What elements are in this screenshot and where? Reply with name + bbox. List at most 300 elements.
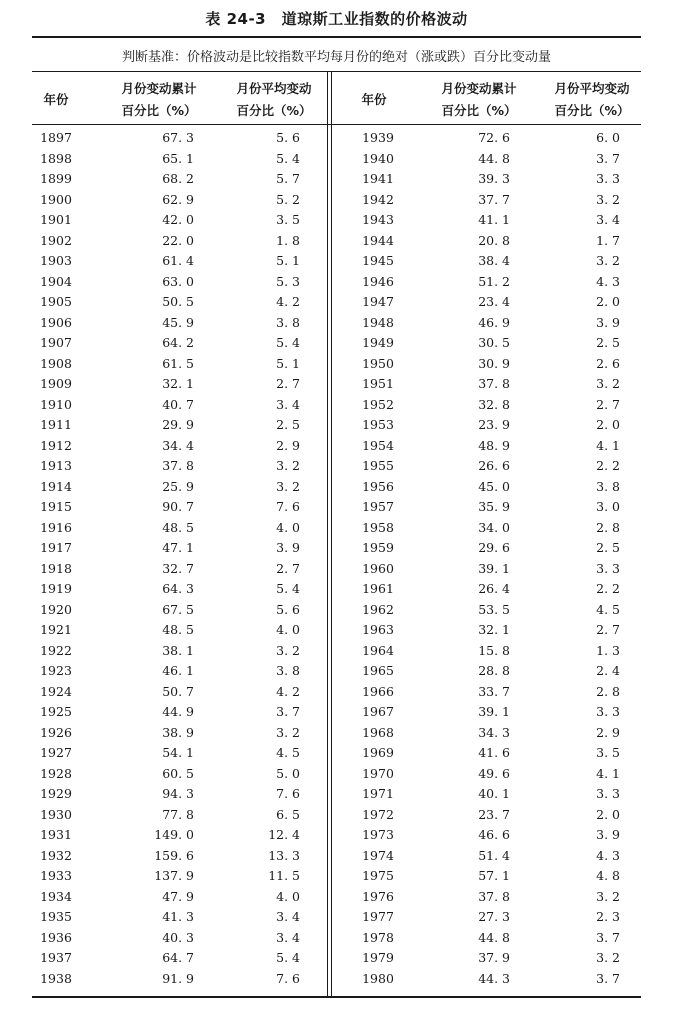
cumulative-right-cell: 51. 4 [478,847,510,863]
header-average-right-line2: 百分比（%） [554,103,630,118]
cumulative-right-cell: 72. 6 [478,130,510,145]
average-right-cell: 3. 0 [596,499,620,514]
cumulative-right-cell: 44. 8 [478,150,510,166]
year-left-cell: 1936 [40,929,72,945]
average-right-cell: 3. 2 [596,950,620,965]
year-right-cell: 1979 [362,950,394,965]
average-left-cell: 3. 2 [276,724,300,740]
average-right-cell: 2. 7 [596,396,620,412]
table-row [32,948,641,969]
year-left-cell: 1913 [40,458,72,473]
cumulative-right-cell: 20. 8 [478,232,510,248]
average-right-cell: 4. 5 [596,601,620,617]
average-right-cell: 3. 8 [596,478,620,494]
cumulative-left-cell: 50. 7 [162,683,194,699]
table-row [32,169,641,190]
average-left-cell: 1. 8 [276,232,300,248]
average-right-cell: 2. 0 [596,417,620,432]
year-right-cell: 1964 [362,642,394,658]
average-left-cell: 7. 6 [276,970,300,986]
average-left-cell: 3. 2 [276,478,300,494]
header-cumulative-left-line2: 百分比（%） [121,103,197,118]
cumulative-left-cell: 45. 9 [162,314,194,330]
cumulative-right-cell: 53. 5 [478,601,510,617]
average-left-cell: 2. 7 [276,376,300,391]
table-row [32,866,641,887]
table-row [32,313,641,334]
header-cumulative-right-line2: 百分比（%） [441,103,517,118]
average-right-cell: 2. 7 [596,622,620,637]
table-row [32,805,641,826]
cumulative-right-cell: 32. 8 [478,396,510,412]
header-top-rule [32,71,641,72]
average-left-cell: 5. 4 [276,335,300,350]
cumulative-left-cell: 47. 1 [162,540,194,555]
cumulative-left-cell: 94. 3 [162,786,194,801]
average-right-cell: 1. 3 [596,642,620,658]
average-left-cell: 4. 0 [276,519,300,535]
average-left-cell: 4. 2 [276,294,300,309]
year-left-cell: 1897 [40,130,72,145]
cumulative-left-cell: 38. 1 [162,642,194,658]
cumulative-right-cell: 41. 6 [478,745,510,760]
header-average-left-line1: 月份平均变动 [236,81,312,96]
cumulative-left-cell: 29. 9 [162,417,194,432]
average-right-cell: 3. 7 [596,929,620,945]
average-left-cell: 3. 7 [276,704,300,719]
year-left-cell: 1932 [40,847,72,863]
year-left-cell: 1921 [40,622,72,637]
table-title: 表 24-3 道琼斯工业指数的价格波动 [205,10,468,28]
cumulative-right-cell: 23. 4 [478,294,510,309]
year-right-cell: 1973 [362,827,394,842]
year-right-cell: 1949 [362,335,394,350]
cumulative-right-cell: 44. 3 [478,970,510,986]
average-left-cell: 6. 5 [276,806,300,822]
cumulative-left-cell: 44. 9 [162,704,194,719]
year-right-cell: 1963 [362,622,394,637]
cumulative-left-cell: 62. 9 [162,191,194,207]
cumulative-right-cell: 26. 4 [478,581,510,596]
year-right-cell: 1946 [362,273,394,289]
year-right-cell: 1941 [362,171,394,186]
cumulative-left-cell: 50. 5 [162,294,194,309]
cumulative-left-cell: 149. 0 [154,827,194,842]
table-row [32,415,641,436]
year-right-cell: 1970 [362,765,394,781]
table-row [32,436,641,457]
average-right-cell: 3. 3 [596,704,620,719]
year-left-cell: 1935 [40,909,72,924]
year-right-cell: 1942 [362,191,394,207]
average-right-cell: 2. 2 [596,458,620,473]
year-left-cell: 1902 [40,232,72,248]
average-left-cell: 5. 7 [276,171,300,186]
average-left-cell: 3. 5 [276,212,300,227]
average-right-cell: 4. 3 [596,847,620,863]
cumulative-right-cell: 33. 7 [478,683,510,699]
table-row [32,620,641,641]
table-row [32,272,641,293]
cumulative-left-cell: 25. 9 [162,478,194,494]
average-right-cell: 6. 0 [596,130,620,145]
table-row [32,559,641,580]
cumulative-right-cell: 45. 0 [478,478,510,494]
cumulative-left-cell: 48. 5 [162,622,194,637]
average-left-cell: 4. 2 [276,683,300,699]
table-row [32,764,641,785]
table-row [32,579,641,600]
cumulative-right-cell: 37. 8 [478,888,510,904]
cumulative-left-cell: 63. 0 [162,273,194,289]
cumulative-right-cell: 30. 9 [478,355,510,371]
year-left-cell: 1927 [40,745,72,760]
cumulative-left-cell: 159. 6 [154,847,194,863]
year-right-cell: 1962 [362,601,394,617]
average-left-cell: 3. 9 [276,540,300,555]
year-left-cell: 1934 [40,888,72,904]
year-left-cell: 1900 [40,191,72,207]
year-left-cell: 1904 [40,273,72,289]
average-right-cell: 3. 9 [596,314,620,330]
cumulative-left-cell: 32. 1 [162,376,194,391]
cumulative-right-cell: 49. 6 [478,765,510,781]
year-right-cell: 1961 [362,581,394,596]
cumulative-left-cell: 38. 9 [162,724,194,740]
year-left-cell: 1923 [40,663,72,678]
year-left-cell: 1919 [40,581,72,596]
average-right-cell: 2. 2 [596,581,620,596]
average-left-cell: 7. 6 [276,786,300,801]
top-rule [32,36,641,38]
cumulative-right-cell: 29. 6 [478,540,510,555]
average-right-cell: 2. 5 [596,540,620,555]
year-right-cell: 1965 [362,663,394,678]
header-average-right [540,78,644,122]
year-right-cell: 1953 [362,417,394,432]
cumulative-left-cell: 40. 3 [162,929,194,945]
cumulative-right-cell: 23. 7 [478,806,510,822]
average-left-cell: 5. 3 [276,273,300,289]
cumulative-left-cell: 41. 3 [162,909,194,924]
cumulative-left-cell: 91. 9 [162,970,194,986]
average-right-cell: 2. 9 [596,724,620,740]
year-left-cell: 1930 [40,806,72,822]
year-left-cell: 1915 [40,499,72,514]
year-left-cell: 1929 [40,786,72,801]
cumulative-right-cell: 26. 6 [478,458,510,473]
cumulative-right-cell: 39. 1 [478,560,510,576]
average-left-cell: 3. 2 [276,458,300,473]
year-left-cell: 1901 [40,212,72,227]
year-left-cell: 1933 [40,868,72,883]
year-right-cell: 1958 [362,519,394,535]
table-row [32,333,641,354]
average-right-cell: 2. 8 [596,519,620,535]
average-right-cell: 3. 5 [596,745,620,760]
year-right-cell: 1959 [362,540,394,555]
year-right-cell: 1940 [362,150,394,166]
average-right-cell: 3. 7 [596,150,620,166]
cumulative-right-cell: 15. 8 [478,642,510,658]
average-right-cell: 2. 0 [596,294,620,309]
average-left-cell: 3. 8 [276,314,300,330]
year-right-cell: 1960 [362,560,394,576]
table-row [32,661,641,682]
cumulative-left-cell: 77. 8 [162,806,194,822]
cumulative-right-cell: 46. 6 [478,827,510,842]
average-left-cell: 4. 0 [276,622,300,637]
table-row [32,292,641,313]
table-row [32,231,641,252]
average-left-cell: 3. 4 [276,396,300,412]
year-left-cell: 1912 [40,437,72,453]
year-right-cell: 1943 [362,212,394,227]
year-left-cell: 1906 [40,314,72,330]
year-right-cell: 1952 [362,396,394,412]
table-body [32,128,641,989]
year-left-cell: 1918 [40,560,72,576]
year-right-cell: 1939 [362,130,394,145]
year-left-cell: 1898 [40,150,72,166]
average-right-cell: 3. 4 [596,212,620,227]
cumulative-left-cell: 47. 9 [162,888,194,904]
cumulative-right-cell: 37. 8 [478,376,510,391]
cumulative-right-cell: 28. 8 [478,663,510,678]
cumulative-right-cell: 34. 3 [478,724,510,740]
bottom-rule [32,996,641,998]
table-row [32,190,641,211]
cumulative-left-cell: 64. 7 [162,950,194,965]
cumulative-right-cell: 35. 9 [478,499,510,514]
year-right-cell: 1944 [362,232,394,248]
header-cumulative-right [414,78,544,122]
cumulative-right-cell: 32. 1 [478,622,510,637]
average-right-cell: 2. 4 [596,663,620,678]
cumulative-right-cell: 37. 7 [478,191,510,207]
cumulative-left-cell: 61. 5 [162,355,194,371]
cumulative-left-cell: 67. 3 [162,130,194,145]
cumulative-right-cell: 51. 2 [478,273,510,289]
year-left-cell: 1903 [40,253,72,268]
cumulative-left-cell: 34. 4 [162,437,194,453]
cumulative-right-cell: 57. 1 [478,868,510,883]
year-right-cell: 1948 [362,314,394,330]
cumulative-left-cell: 54. 1 [162,745,194,760]
cumulative-right-cell: 38. 4 [478,253,510,268]
year-left-cell: 1924 [40,683,72,699]
average-right-cell: 3. 2 [596,376,620,391]
year-right-cell: 1976 [362,888,394,904]
year-right-cell: 1978 [362,929,394,945]
average-left-cell: 4. 0 [276,888,300,904]
average-right-cell: 1. 7 [596,232,620,248]
average-right-cell: 4. 1 [596,765,620,781]
table-header-row [32,78,641,122]
year-left-cell: 1925 [40,704,72,719]
cumulative-left-cell: 64. 2 [162,335,194,350]
average-left-cell: 5. 0 [276,765,300,781]
average-right-cell: 4. 3 [596,273,620,289]
table-row [32,641,641,662]
average-left-cell: 5. 4 [276,150,300,166]
table-row [32,743,641,764]
table-row [32,538,641,559]
cumulative-left-cell: 48. 5 [162,519,194,535]
cumulative-left-cell: 137. 9 [154,868,194,883]
average-left-cell: 12. 4 [268,827,300,842]
average-right-cell: 3. 2 [596,253,620,268]
table-row [32,354,641,375]
average-right-cell: 2. 8 [596,683,620,699]
header-year-left [32,78,80,122]
header-bottom-rule [32,124,641,125]
cumulative-right-cell: 40. 1 [478,786,510,801]
header-year-right-label: 年份 [361,92,387,107]
header-cumulative-left-line1: 月份变动累计 [121,81,197,96]
cumulative-left-cell: 68. 2 [162,171,194,186]
table-row [32,723,641,744]
table-row [32,682,641,703]
table-row [32,477,641,498]
average-left-cell: 2. 7 [276,560,300,576]
average-right-cell: 3. 3 [596,560,620,576]
year-right-cell: 1967 [362,704,394,719]
table-row [32,395,641,416]
average-left-cell: 4. 5 [276,745,300,760]
year-right-cell: 1966 [362,683,394,699]
year-left-cell: 1937 [40,950,72,965]
cumulative-left-cell: 22. 0 [162,232,194,248]
cumulative-right-cell: 39. 3 [478,171,510,186]
year-right-cell: 1972 [362,806,394,822]
cumulative-left-cell: 60. 5 [162,765,194,781]
year-right-cell: 1968 [362,724,394,740]
average-left-cell: 3. 4 [276,929,300,945]
year-right-cell: 1969 [362,745,394,760]
year-right-cell: 1954 [362,437,394,453]
year-right-cell: 1977 [362,909,394,924]
cumulative-left-cell: 46. 1 [162,663,194,678]
cumulative-right-cell: 23. 9 [478,417,510,432]
table-row [32,928,641,949]
table-row [32,784,641,805]
table-row [32,210,641,231]
table-row [32,518,641,539]
year-left-cell: 1917 [40,540,72,555]
header-year-left-label: 年份 [43,92,69,107]
average-left-cell: 2. 5 [276,417,300,432]
table-row [32,907,641,928]
cumulative-right-cell: 46. 9 [478,314,510,330]
average-left-cell: 11. 5 [268,868,300,883]
average-right-cell: 3. 2 [596,888,620,904]
header-cumulative-right-line1: 月份变动累计 [441,81,517,96]
year-right-cell: 1980 [362,970,394,986]
average-left-cell: 13. 3 [268,847,300,863]
average-right-cell: 2. 3 [596,909,620,924]
cumulative-right-cell: 34. 0 [478,519,510,535]
cumulative-right-cell: 44. 8 [478,929,510,945]
average-left-cell: 5. 6 [276,601,300,617]
table-row [32,702,641,723]
cumulative-left-cell: 32. 7 [162,560,194,576]
table-row [32,497,641,518]
year-right-cell: 1955 [362,458,394,473]
average-left-cell: 3. 2 [276,642,300,658]
average-left-cell: 3. 4 [276,909,300,924]
year-right-cell: 1971 [362,786,394,801]
cumulative-left-cell: 67. 5 [162,601,194,617]
year-left-cell: 1938 [40,970,72,986]
year-left-cell: 1907 [40,335,72,350]
year-right-cell: 1945 [362,253,394,268]
average-left-cell: 5. 1 [276,355,300,371]
table-row [32,374,641,395]
average-right-cell: 4. 1 [596,437,620,453]
year-left-cell: 1928 [40,765,72,781]
year-right-cell: 1947 [362,294,394,309]
average-left-cell: 5. 4 [276,581,300,596]
average-left-cell: 2. 9 [276,437,300,453]
year-right-cell: 1951 [362,376,394,391]
year-right-cell: 1956 [362,478,394,494]
cumulative-right-cell: 37. 9 [478,950,510,965]
year-left-cell: 1899 [40,171,72,186]
cumulative-left-cell: 65. 1 [162,150,194,166]
year-left-cell: 1916 [40,519,72,535]
average-left-cell: 3. 8 [276,663,300,678]
table-row [32,128,641,149]
cumulative-right-cell: 39. 1 [478,704,510,719]
cumulative-left-cell: 37. 8 [162,458,194,473]
average-left-cell: 5. 1 [276,253,300,268]
year-left-cell: 1909 [40,376,72,391]
cumulative-right-cell: 48. 9 [478,437,510,453]
year-right-cell: 1957 [362,499,394,514]
year-left-cell: 1931 [40,827,72,842]
cumulative-left-cell: 61. 4 [162,253,194,268]
average-left-cell: 5. 2 [276,191,300,207]
cumulative-left-cell: 64. 3 [162,581,194,596]
average-right-cell: 3. 3 [596,171,620,186]
year-left-cell: 1926 [40,724,72,740]
table-row [32,969,641,990]
cumulative-right-cell: 27. 3 [478,909,510,924]
average-right-cell: 3. 3 [596,786,620,801]
cumulative-right-cell: 41. 1 [478,212,510,227]
average-right-cell: 2. 5 [596,335,620,350]
year-right-cell: 1975 [362,868,394,883]
year-left-cell: 1908 [40,355,72,371]
year-left-cell: 1922 [40,642,72,658]
average-left-cell: 5. 6 [276,130,300,145]
year-left-cell: 1905 [40,294,72,309]
year-left-cell: 1914 [40,478,72,494]
cumulative-left-cell: 42. 0 [162,212,194,227]
cumulative-left-cell: 40. 7 [162,396,194,412]
header-average-right-line1: 月份平均变动 [554,81,630,96]
table-row [32,251,641,272]
year-right-cell: 1950 [362,355,394,371]
average-right-cell: 2. 6 [596,355,620,371]
table-row [32,600,641,621]
year-right-cell: 1974 [362,847,394,863]
header-average-left [222,78,326,122]
table-row [32,825,641,846]
average-right-cell: 3. 7 [596,970,620,986]
table-row [32,846,641,867]
